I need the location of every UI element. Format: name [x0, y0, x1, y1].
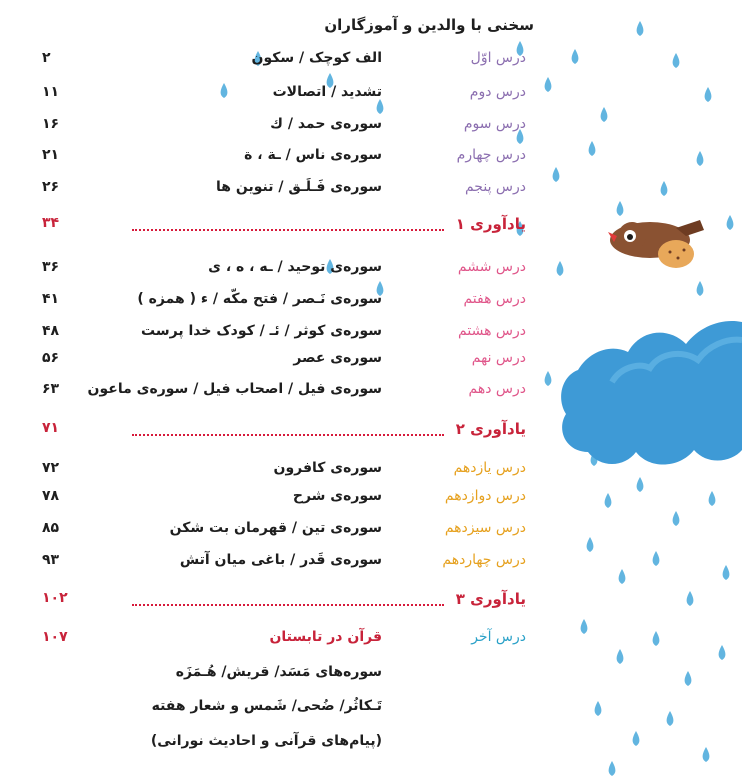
review-row[interactable] [0, 590, 742, 616]
lesson-title: سوره‌ی فیل / اصحاب فیل / سوره‌ی ماعون [87, 381, 382, 397]
lesson-label: درس چهارم [456, 147, 526, 163]
lesson-label: درس پنجم [464, 179, 526, 195]
toc-row[interactable] [0, 147, 742, 173]
review-page-number: ۳۴ [42, 215, 60, 231]
toc-row[interactable] [0, 629, 742, 655]
lesson-title: سوره‌ی شرح [292, 488, 382, 504]
page-number: ۹۳ [42, 552, 60, 568]
page-number: ۷۸ [42, 488, 60, 504]
toc-row[interactable] [0, 460, 742, 486]
lesson-title: سوره‌ی حمد / ك [270, 116, 382, 132]
lesson-label: درس سوم [463, 116, 526, 132]
page-number: ۵۶ [42, 350, 60, 366]
toc-row[interactable] [0, 50, 742, 76]
page-number: ۱۰۷ [42, 629, 68, 645]
lesson-label: درس آخر [471, 629, 526, 645]
review-label: یادآوری ۲ [455, 420, 526, 438]
lesson-title: سوره‌ی نَـصر / فتح مکّه / ء ( همزه ) [137, 291, 382, 307]
page-number: ۷۲ [42, 460, 60, 476]
toc-row[interactable] [0, 116, 742, 142]
toc-row[interactable] [0, 84, 742, 110]
toc-row[interactable] [0, 488, 742, 514]
page-number: ۲ [42, 50, 51, 66]
page-number: ۴۱ [42, 291, 60, 307]
lesson-label: درس اوّل [470, 50, 526, 66]
page-number: ۸۵ [42, 520, 60, 536]
toc-row[interactable] [0, 552, 742, 578]
lesson-label: درس دوم [469, 84, 526, 100]
lesson-label: درس ششم [457, 259, 526, 275]
toc-row[interactable] [0, 381, 742, 407]
lesson-label: درس هشتم [458, 323, 526, 339]
lesson-title: سوره‌ی تین / قهرمان بت شکن [169, 520, 382, 536]
toc-row[interactable] [0, 323, 742, 349]
lesson-title: الف کوچک / سکون [251, 50, 382, 66]
final-detail-line: تَـکاثُر/ ضُحی/ شَمس و شعار هفته [151, 698, 382, 714]
review-row[interactable] [0, 215, 742, 241]
page-number: ۱۶ [42, 116, 60, 132]
review-label: یادآوری ۱ [455, 215, 526, 233]
intro-heading[interactable]: سخنی با والدین و آموزگاران [324, 16, 534, 34]
lesson-label: درس دوازدهم [444, 488, 526, 504]
toc-row[interactable] [0, 179, 742, 205]
lesson-label: درس چهاردهم [442, 552, 526, 568]
page-number: ۲۶ [42, 179, 60, 195]
dotted-leader [132, 592, 444, 606]
lesson-title: سوره‌ی کافرون [273, 460, 382, 476]
toc-row[interactable] [0, 259, 742, 285]
lesson-title: تشدید / اتصالات [272, 84, 382, 100]
dotted-leader [132, 422, 444, 436]
lesson-label: درس دهم [468, 381, 526, 397]
lesson-title: قرآن در تابستان [269, 629, 382, 645]
lesson-label: درس یازدهم [453, 460, 526, 476]
toc-row[interactable] [0, 520, 742, 546]
lesson-label: درس نهم [471, 350, 526, 366]
page-number: ۶۳ [42, 381, 60, 397]
lesson-title: سوره‌ی قَدر / باغی میان آتش [179, 552, 382, 568]
dotted-leader [132, 217, 444, 231]
page-number: ۳۶ [42, 259, 60, 275]
lesson-title: سوره‌ی توحید / ـه ، ه ، ى [208, 259, 382, 275]
toc-row[interactable] [0, 350, 742, 376]
review-page-number: ۱۰۲ [42, 590, 68, 606]
lesson-title: سوره‌ی عصر [293, 350, 382, 366]
lesson-title: سوره‌ی کوثر / ئـ / کودک خدا پرست [141, 323, 382, 339]
review-label: یادآوری ۳ [455, 590, 526, 608]
lesson-label: درس هفتم [463, 291, 526, 307]
lesson-title: سوره‌ی فَـلَـق / تنوین ها [216, 179, 382, 195]
page-number: ۱۱ [42, 84, 60, 100]
final-detail-line: سوره‌های مَسَد/ قریش/ هُـمَزَه [175, 664, 382, 680]
review-row[interactable] [0, 420, 742, 446]
page-number: ۴۸ [42, 323, 60, 339]
toc-row[interactable] [0, 291, 742, 317]
review-page-number: ۷۱ [42, 420, 60, 436]
lesson-label: درس سیزدهم [444, 520, 526, 536]
final-detail-line: (پیام‌های قرآنی و احادیث نورانی) [150, 733, 382, 749]
page-number: ۲۱ [42, 147, 60, 163]
lesson-title: سوره‌ی ناس / ـة ، ة [244, 147, 382, 163]
